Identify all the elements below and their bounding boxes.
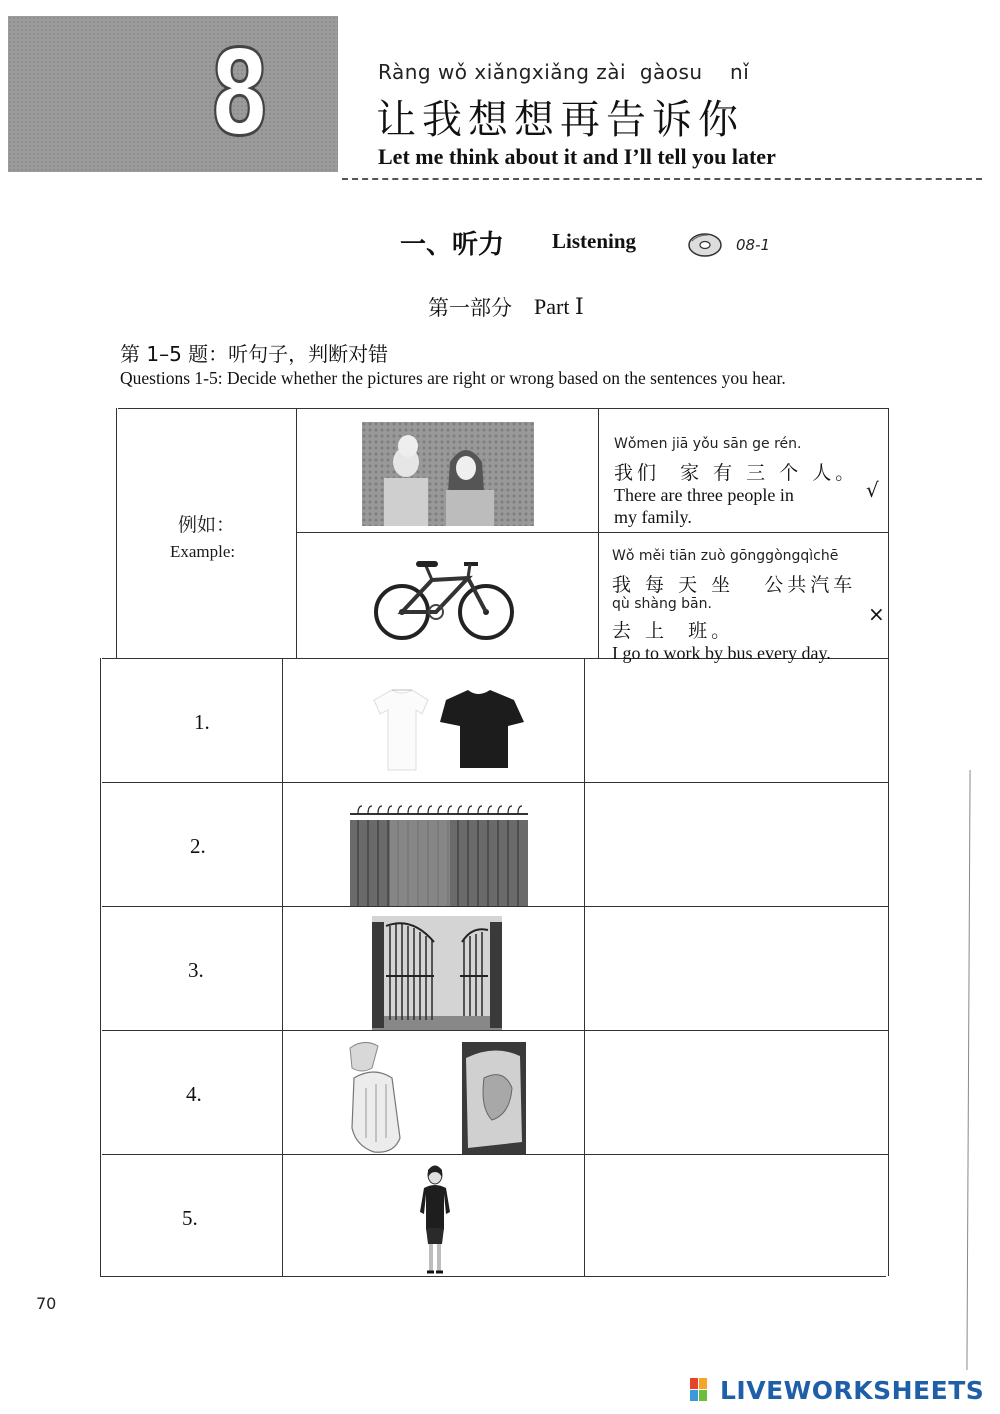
example2-hanzi-line1: 我 每 天 坐 公共汽车 (612, 574, 857, 596)
lesson-number: 8 (210, 24, 270, 162)
table-border-bottom (100, 1276, 886, 1277)
question-3-number: 3. (188, 958, 204, 982)
whisper-listen-image (344, 1038, 526, 1156)
title-english: Let me think about it and I’ll tell you later (378, 144, 776, 169)
example2-wrong-mark: × (868, 602, 885, 626)
family-photo-image (362, 422, 534, 526)
part-number: Part Ⅰ (534, 294, 584, 319)
example2-english: I go to work by bus every day. (612, 643, 831, 663)
question-5-number: 5. (182, 1206, 198, 1230)
liveworksheets-brand[interactable]: LIVEWORKSHEETS (720, 1376, 985, 1405)
table-border-top (118, 408, 888, 409)
part-title-cn: 第一部分 (428, 296, 512, 320)
audio-track-label: 08-1 (736, 236, 771, 254)
lesson-number-box (8, 16, 338, 172)
margin-rule (966, 770, 970, 1370)
iron-gate-image (372, 916, 502, 1030)
answer-cell-2[interactable] (586, 784, 886, 904)
header-divider (342, 178, 982, 180)
table-border-left-lower (100, 658, 101, 1277)
bicycle-image (374, 556, 514, 644)
page-number: 70 (36, 1294, 57, 1313)
col-divider-1-upper (296, 408, 297, 658)
col-divider-2-upper (598, 408, 599, 658)
question-1-number: 1. (194, 710, 210, 734)
example1-correct-mark: √ (866, 478, 879, 502)
example2-pinyin-line1: Wǒ měi tiān zuò gōnggòngqìchē (612, 548, 839, 564)
row-divider-example (296, 532, 888, 533)
example1-english-line1: There are three people in (614, 485, 794, 505)
answer-cell-3[interactable] (586, 908, 886, 1028)
audio-cd-icon[interactable] (688, 232, 722, 258)
businesswoman-image (410, 1164, 460, 1276)
title-pinyin: Ràng wǒ xiǎngxiǎng zài gàosu nǐ (378, 60, 750, 84)
example1-hanzi: 我们 家 有 三 个 人。 (614, 462, 859, 484)
col-divider-1-lower (282, 658, 283, 1276)
col-divider-2-lower (584, 658, 585, 1276)
table-border-left-upper (116, 408, 117, 658)
question-4-number: 4. (186, 1082, 202, 1106)
row-divider-1 (102, 782, 888, 783)
example1-pinyin: Wǒmen jiā yǒu sān ge rén. (614, 436, 802, 452)
answer-cell-5[interactable] (586, 1156, 886, 1274)
liveworksheets-logo-icon (690, 1378, 718, 1402)
example1-english-line2: my family. (614, 507, 692, 527)
clothes-rack-image (350, 802, 528, 906)
section-title-en: Listening (552, 229, 637, 253)
question-2-number: 2. (190, 834, 206, 858)
table-border-right (888, 408, 889, 1276)
instructions-en: Questions 1-5: Decide whether the pictures are right or wrong based on the sentences you hear. (120, 368, 786, 388)
example2-hanzi-line2: 去 上 班。 (612, 620, 735, 642)
t-shirts-image (368, 686, 528, 772)
answer-cell-4[interactable] (586, 1032, 886, 1152)
title-chinese: 让我想想再告诉你 (376, 97, 744, 143)
example2-pinyin-line2: qù shàng bān. (612, 596, 712, 612)
section-title-cn: 一、听力 (400, 230, 505, 260)
answer-cell-1[interactable] (586, 660, 886, 780)
row-divider-3 (102, 1030, 888, 1031)
example-label-en: Example: (170, 542, 236, 561)
row-divider-2 (102, 906, 888, 907)
example-label-cn: 例如： (178, 514, 236, 536)
instructions-cn: 第 1–5 题：听句子，判断对错 (120, 342, 389, 366)
